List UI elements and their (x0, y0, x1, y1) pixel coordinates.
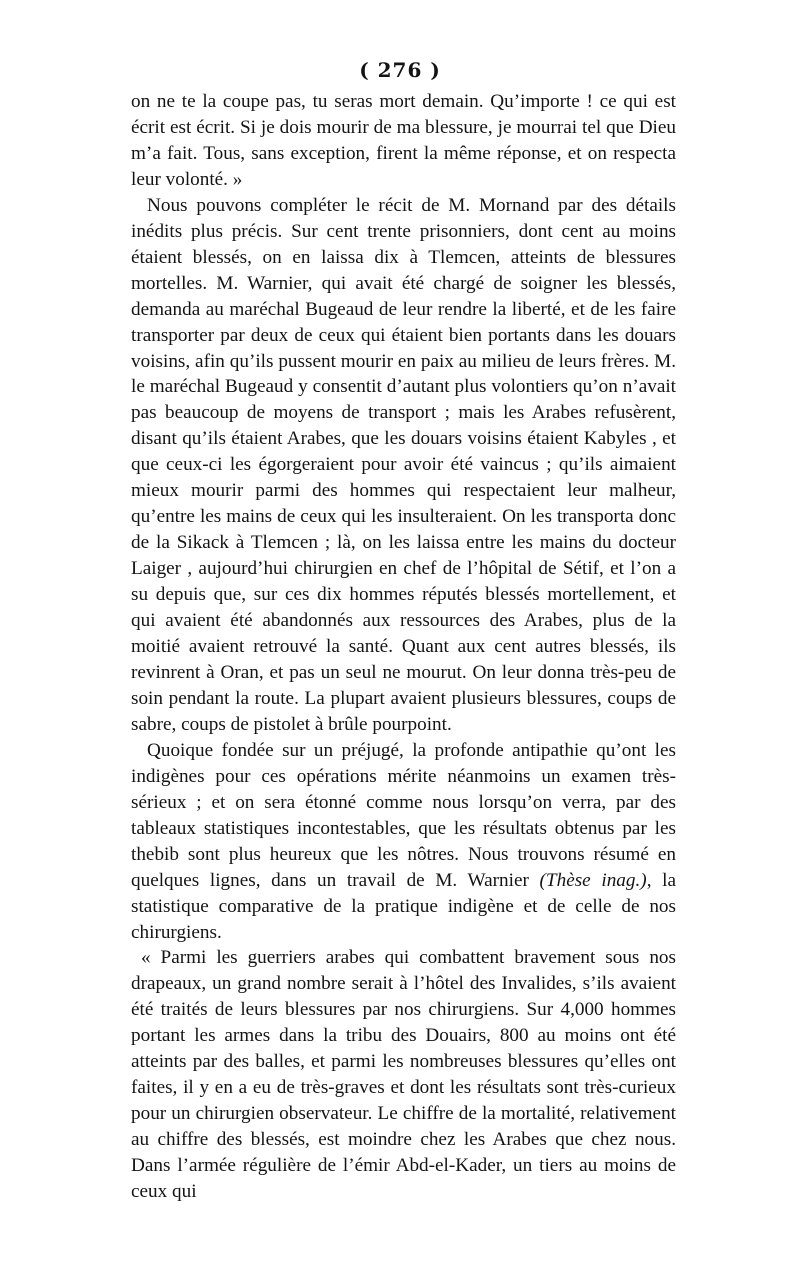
page-number: ( 276 ) (359, 58, 441, 82)
paragraph-antipathie-tail: , la statistique comparative de la pratique indigène et de celle de nos chirurgiens. (131, 869, 677, 943)
paragraph-antipathie (131, 738, 676, 946)
body-text (131, 89, 676, 1205)
paragraph-antipathie-text: Quoique fondée sur un préjugé, la profonde antipathie qu’ont les indigènes pour ces opérations mérite néanmoins un examen très-sérieux ; et on sera étonné comme nous lorsqu’on verra, par des tableaux statistiques incontestables, que les résultats obtenus par les thebib sont plus heureux que les nôtres. Nous trouvons résumé en quelques lignes, dans un travail de M. Warnier (131, 739, 676, 891)
paragraph-mornand: Nous pouvons compléter le récit de M. Mornand par des détails inédits plus précis. Sur cent trente prisonniers, dont cent au moins étaient blessés, on en laissa dix à Tlemcen, atteints de blessures mortelles. M. Warnier, qui avait été chargé de soigner les blessés, demanda au maréchal Bugeaud de leur rendre la liberté, et de les faire transporter par deux de ceux qui étaient bien portants dans les douars voisins, afin qu’ils pussent mourir en paix au milieu de leurs frères. M. le maréchal Bugeaud y consentit d’autant plus volontiers qu’on n’avait pas beaucoup de moyens de transport ; mais les Arabes refusèrent, disant qu’ils étaient Arabes, que les douars voisins étaient Kabyles , et que ceux-ci les égorgeraient pour avoir été vaincus ; qu’ils aimaient mieux mourir parmi des hommes qui respectaient leur malheur, qu’entre les mains de ceux qui les insulteraient. On les transporta donc de la Sikack à Tlemcen ; là, on les laissa entre les mains du docteur Laiger , aujourd’hui chirurgien en chef de l’hôpital de Sétif, et l’on a su depuis que, sur ces dix hommes réputés blessés mortellement, et qui avaient été abandonnés aux ressources des Arabes, plus de la moitié avaient retrouvé la santé. Quant aux cent autres blessés, ils revinrent à Oran, et pas un seul ne mourut. On leur donna très-peu de soin pendant la route. La plupart avaient plusieurs blessures, coups de sabre, coups de pistolet à brûle pourpoint. (131, 194, 676, 735)
thesis-reference: (Thèse inag.) (539, 869, 647, 891)
paragraph-continuation: on ne te la coupe pas, tu seras mort demain. Qu’importe ! ce qui est écrit est écrit. Si je dois mourir de ma blessure, je mourrai tel que Dieu m’a fait. Tous, sans exception, firent la même réponse, et on respecta leur volonté. » (131, 91, 676, 190)
paragraph-quotation: « Parmi les guerriers arabes qui combattent bravement sous nos drapeaux, un grand nombre serait à l’hôtel des Invalides, s’ils avaient été traités de leurs blessures par nos chirurgiens. Sur 4,000 hommes portant les armes dans la tribu des Douairs, 800 au moins ont été atteints par des balles, et parmi les nombreuses blessures qu’elles ont faites, il y en a eu de très-graves et dont les résultats sont très-curieux pour un chirurgien observateur. Le chiffre de la mortalité, relativement au chiffre des blessés, est moindre chez les Arabes que chez nous. Dans l’armée régulière de l’émir Abd-el-Kader, un tiers au moins de ceux qui (131, 947, 676, 1203)
